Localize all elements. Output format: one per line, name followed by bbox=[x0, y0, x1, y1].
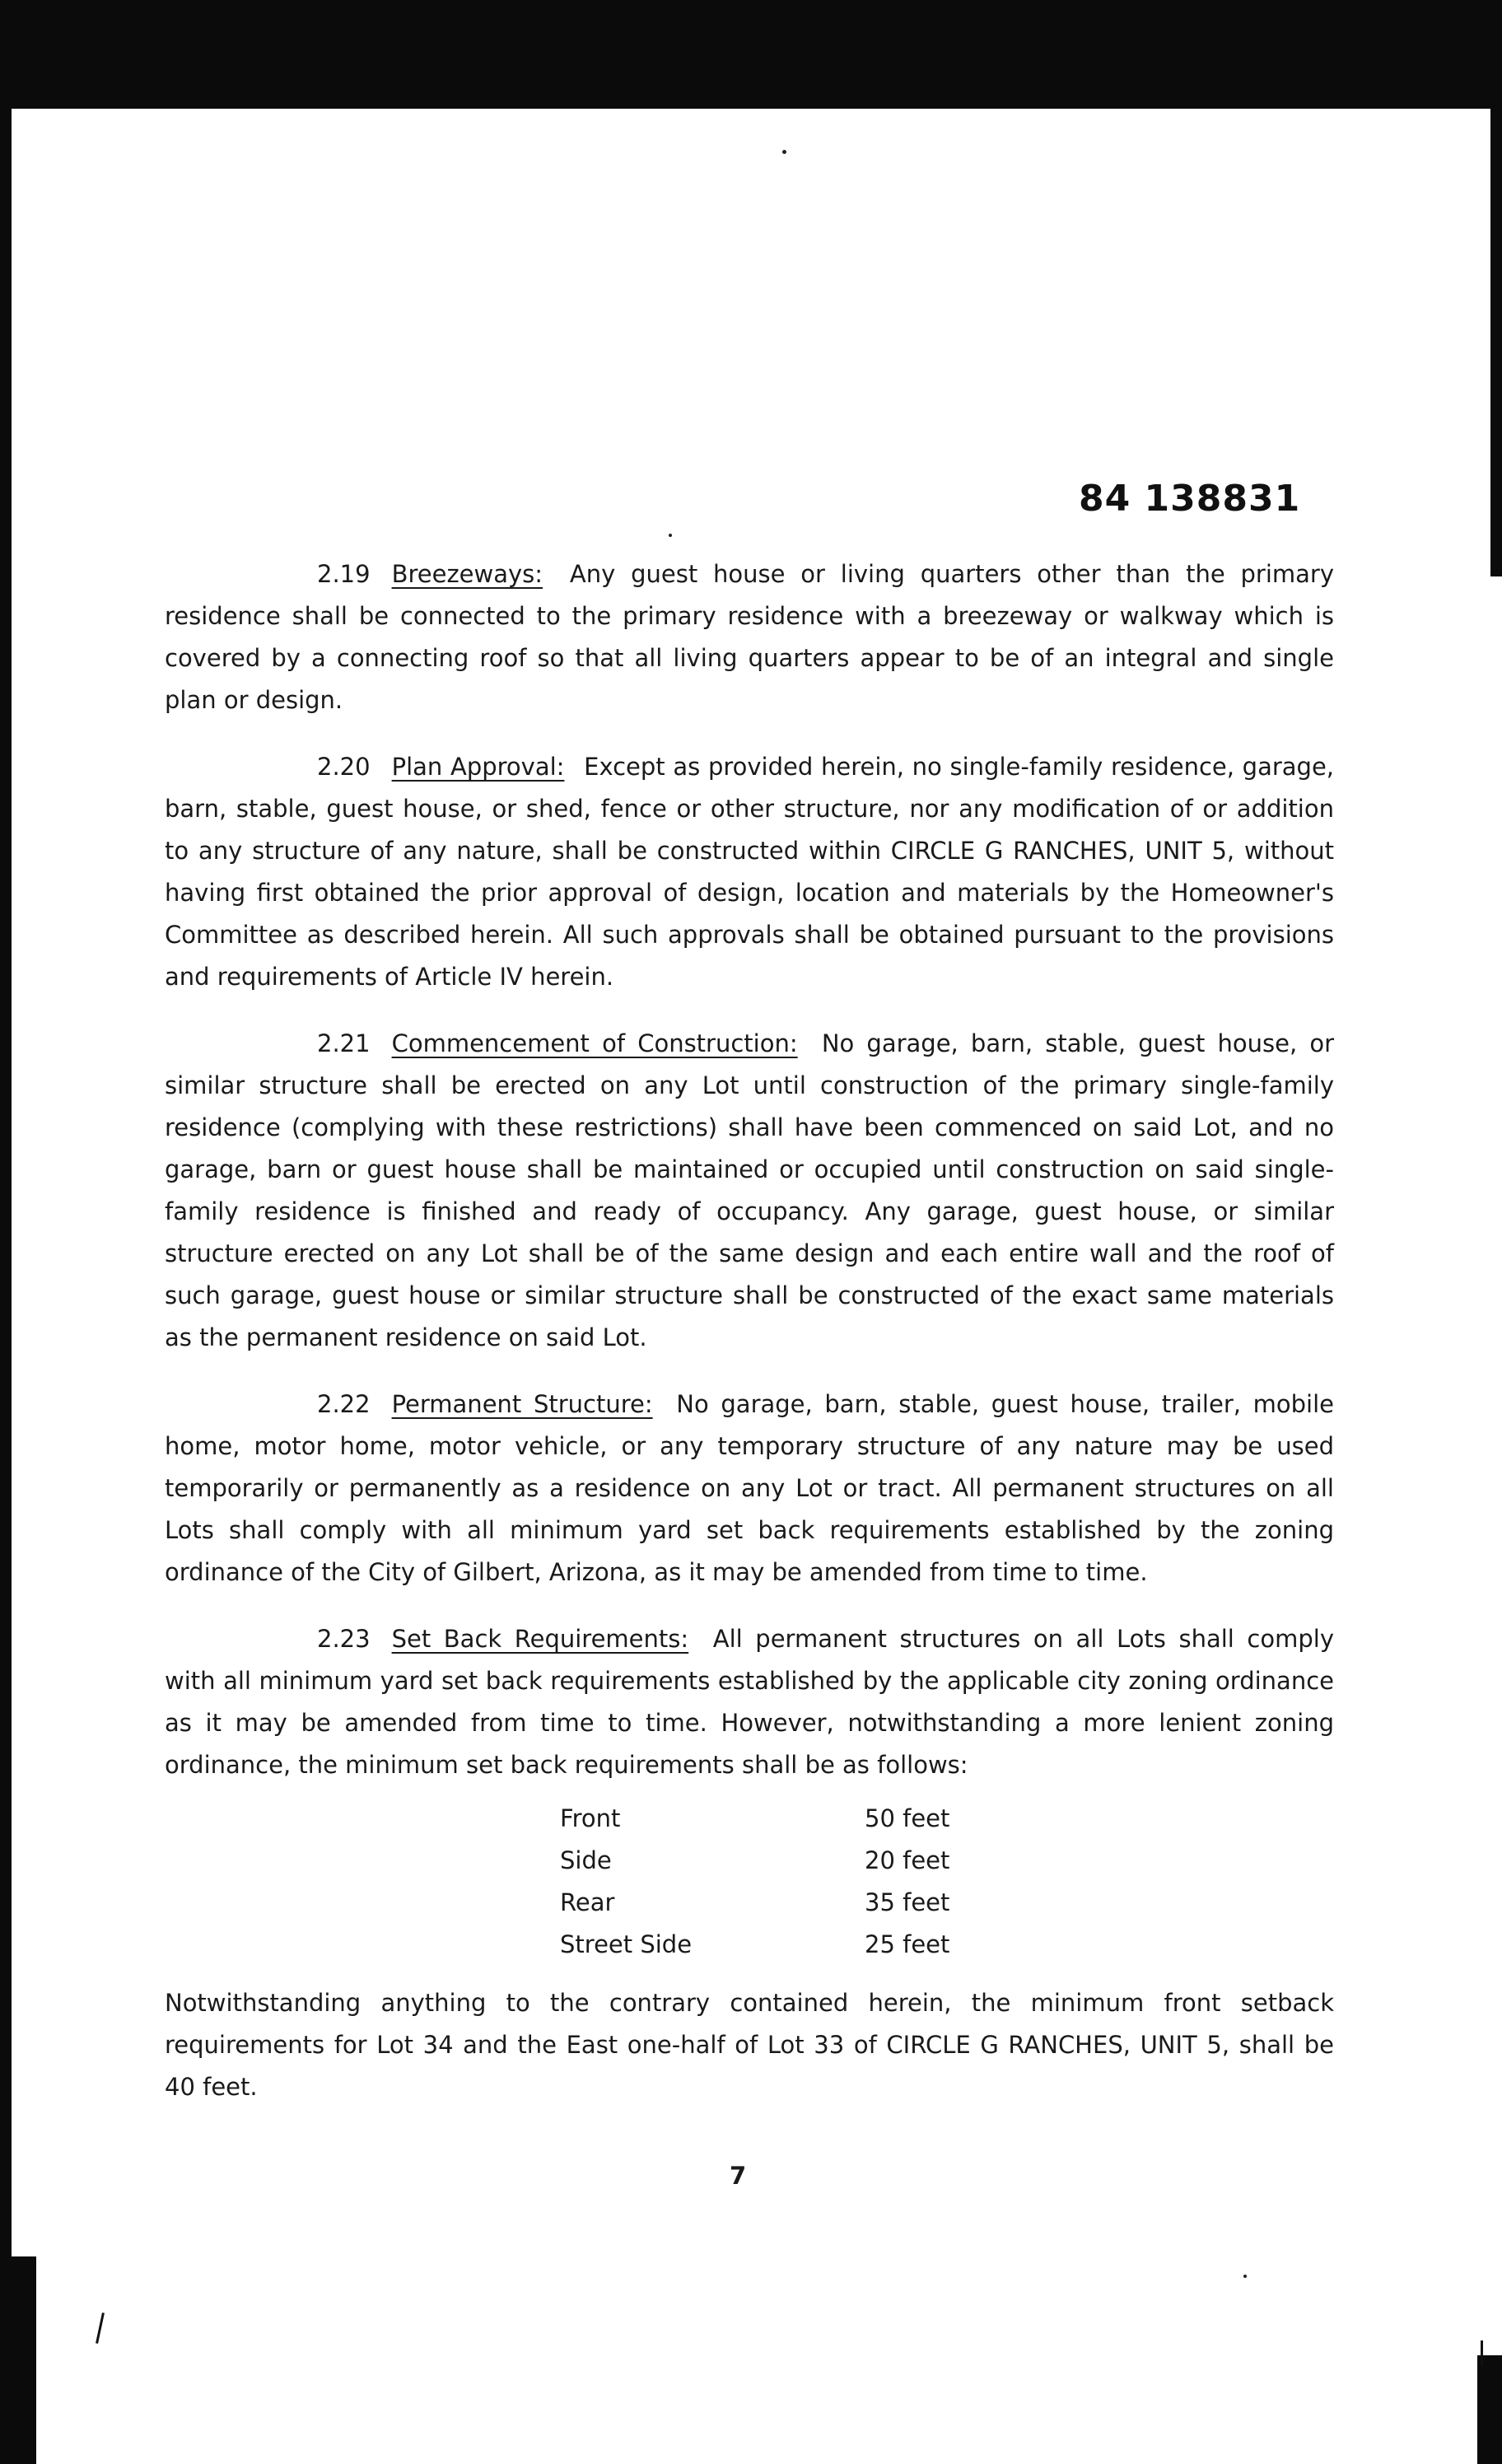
scan-stray-mark bbox=[1481, 2340, 1483, 2365]
document-number: 84 138831 bbox=[1079, 478, 1301, 520]
scan-border-left bbox=[0, 0, 12, 2464]
setback-label: Front bbox=[560, 1804, 621, 1832]
section-commencement-of-construction bbox=[165, 1023, 1334, 1359]
section-set-back-requirements bbox=[165, 1618, 1334, 1786]
section-text: No garage, barn, stable, guest house, or similar structure shall be erected on any Lot until construction of the primary single-family residence (complying with these restrictions) shall have been commenced on said Lot, and no garage, barn or guest house shall be maintained or occupied until construction on said single-family residence is finished and ready of occupancy. Any garage, guest house, or similar structure erected on any Lot shall be of the same design and each entire wall and the roof of such garage, guest house or similar structure shall be constructed of the exact same materials as the permanent residence on said Lot. bbox=[165, 1029, 1335, 1351]
setback-value: 25 feet bbox=[865, 1930, 950, 1958]
setback-label: Street Side bbox=[560, 1930, 693, 1958]
page-body bbox=[165, 553, 1334, 2108]
section-number: 2.20 bbox=[317, 753, 371, 781]
closing-paragraph: Notwithstanding anything to the contrary contained herein, the minimum front setback requirements for Lot 34 and the East one-half of Lot 33 of CIRCLE G RANCHES, UNIT 5, shall be 40 feet. bbox=[165, 1989, 1334, 2101]
setback-table bbox=[560, 1798, 949, 1966]
scan-speck bbox=[1243, 2275, 1247, 2278]
table-row bbox=[560, 1798, 949, 1840]
section-title: Permanent Structure: bbox=[391, 1390, 653, 1418]
scan-border-bottom-left bbox=[0, 2256, 36, 2464]
section-permanent-structure bbox=[165, 1384, 1334, 1594]
setback-value: 20 feet bbox=[865, 1846, 950, 1874]
table-row bbox=[560, 1924, 949, 1966]
section-title: Plan Approval: bbox=[391, 753, 565, 781]
table-row bbox=[560, 1840, 949, 1882]
setback-value: 50 feet bbox=[865, 1804, 950, 1832]
section-paragraph bbox=[165, 746, 1334, 998]
section-title: Set Back Requirements: bbox=[391, 1625, 689, 1653]
section-number: 2.19 bbox=[317, 560, 371, 588]
section-number: 2.22 bbox=[317, 1390, 371, 1418]
section-text: Any guest house or living quarters other than the primary residence shall be connected to the primary residence with a breezeway or walkway which is covered by a connecting roof so that all living quarters appear to be of an integral and single plan or design. bbox=[165, 560, 1334, 714]
section-plan-approval bbox=[165, 746, 1334, 998]
scan-speck bbox=[669, 534, 672, 537]
section-paragraph bbox=[165, 553, 1334, 721]
section-title: Commencement of Construction: bbox=[391, 1029, 798, 1057]
scan-stray-mark bbox=[96, 2312, 105, 2344]
scan-border-bottom-right bbox=[1477, 2355, 1502, 2464]
page-number: 7 bbox=[730, 2162, 747, 2190]
setback-label: Side bbox=[560, 1846, 612, 1874]
setback-value: 35 feet bbox=[865, 1888, 950, 1916]
section-paragraph bbox=[165, 1618, 1334, 1786]
scan-border-top bbox=[0, 0, 1502, 109]
section-number: 2.23 bbox=[317, 1625, 371, 1653]
section-paragraph bbox=[165, 1023, 1334, 1359]
section-text: Except as provided herein, no single-family residence, garage, barn, stable, guest house, or shed, fence or other structure, nor any modification of or addition to any structure of any nature, shall be constructed within CIRCLE G RANCHES, UNIT 5, without having first obtained the prior approval of design, location and materials by the Homeowner's Committee as described herein. All such approvals shall be obtained pursuant to the provisions and requirements of Article IV herein. bbox=[165, 753, 1334, 991]
setback-label: Rear bbox=[560, 1888, 615, 1916]
scan-border-right bbox=[1490, 0, 1502, 576]
section-title: Breezeways: bbox=[391, 560, 543, 588]
section-text: No garage, barn, stable, guest house, trailer, mobile home, motor home, motor vehicle, or any temporary structure of any nature may be used temporarily or permanently as a residence on any Lot or tract. All permanent structures on all Lots shall comply with all minimum yard set back requirements established by the zoning ordinance of the City of Gilbert, Arizona, as it may be amended from time to time. bbox=[165, 1390, 1334, 1586]
section-text: All permanent structures on all Lots shall comply with all minimum yard set back requirements established by the applicable city zoning ordinance as it may be amended from time to time. However, notwithstanding a more lenient zoning ordinance, the minimum set back requirements shall be as follows: bbox=[165, 1625, 1335, 1779]
section-number: 2.21 bbox=[317, 1029, 371, 1057]
section-breezeways bbox=[165, 553, 1334, 721]
scan-speck bbox=[782, 150, 786, 154]
section-paragraph bbox=[165, 1384, 1334, 1594]
table-row bbox=[560, 1882, 949, 1924]
